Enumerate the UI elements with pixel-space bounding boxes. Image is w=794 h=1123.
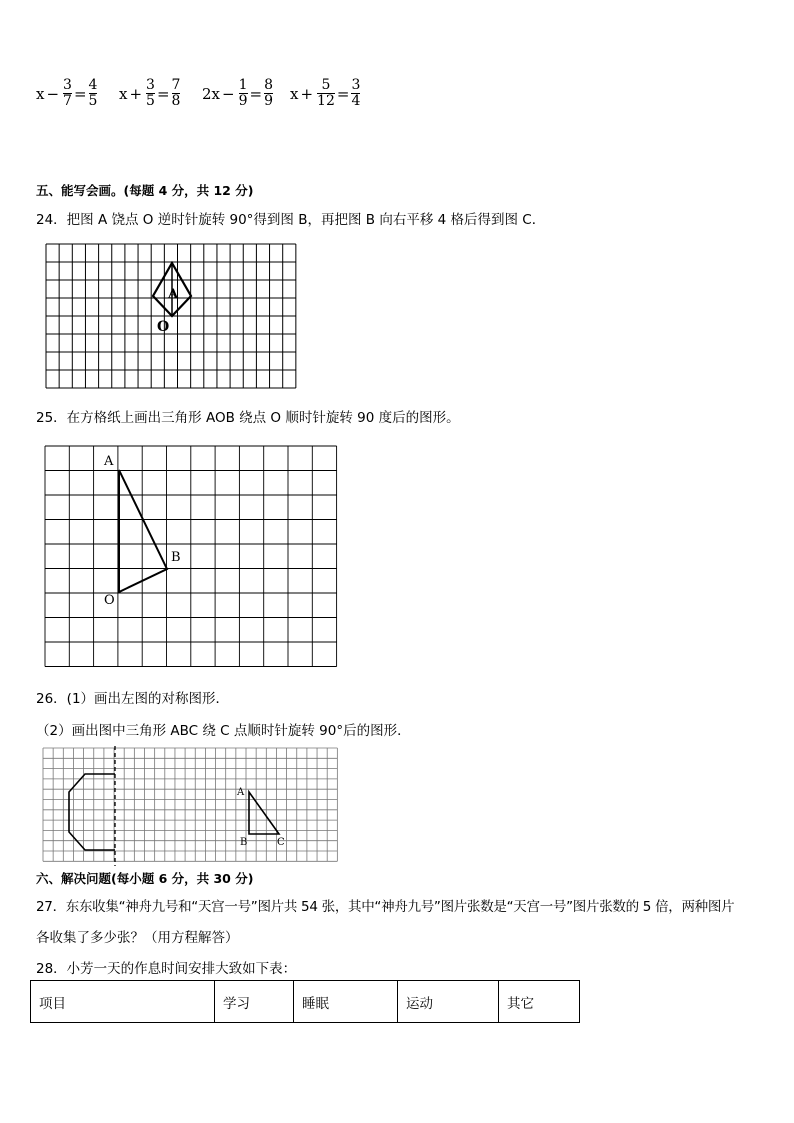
fraction — [146, 78, 155, 109]
label-a: A — [104, 454, 114, 469]
question-27-line1: 27．东东收集“神舟九号和“天宫一号”图片共 54 张，其中“神舟九号”图片张数是“天宫一号”图片张数的 5 倍，两种图片 — [36, 899, 735, 915]
eq-op: − — [46, 84, 60, 103]
table-header-cell: 项目 — [31, 981, 215, 1023]
eq-var: x — [119, 84, 128, 103]
label-o: O — [157, 319, 170, 335]
triangle-aob — [119, 470, 167, 592]
fraction — [317, 78, 335, 109]
label-a: A — [237, 787, 245, 798]
eq-op: + — [129, 84, 143, 103]
eq-var: x — [290, 84, 299, 103]
triangle-abc — [249, 792, 279, 834]
table-header-cell: 学习 — [215, 981, 294, 1023]
eq-var: 2x — [202, 84, 221, 103]
numerator: 7 — [171, 77, 181, 93]
label-b: B — [171, 550, 181, 565]
numerator: 1 — [238, 77, 248, 93]
section-6-heading: 六、解决问题(每小题 6 分，共 30 分) — [36, 871, 254, 886]
equation-4 — [290, 78, 362, 109]
schedule-table — [30, 980, 580, 1023]
table-header-cell: 其它 — [499, 981, 580, 1023]
numerator: 3 — [351, 77, 361, 93]
question-27-line2: 各收集了多少张？（用方程解答） — [36, 930, 239, 946]
half-figure — [69, 774, 115, 850]
question-26-part1: 26．(1）画出左图的对称图形． — [36, 691, 230, 707]
equation-2 — [119, 78, 182, 109]
table-header-cell: 睡眠 — [294, 981, 398, 1023]
denominator: 5 — [88, 93, 98, 109]
label-b: B — [240, 837, 248, 848]
label-a: A — [168, 287, 179, 302]
fraction — [264, 78, 273, 109]
fraction — [63, 78, 72, 109]
denominator: 7 — [63, 93, 72, 109]
numerator: 4 — [88, 77, 98, 93]
numerator: 5 — [321, 77, 331, 93]
denominator: 8 — [171, 93, 181, 109]
eq-sign: = — [336, 84, 350, 103]
grid-q25 — [43, 444, 341, 668]
section-5-heading: 五、能写会画。(每题 4 分，共 12 分) — [36, 183, 254, 198]
label-o: O — [104, 593, 115, 608]
denominator: 9 — [238, 93, 248, 109]
table-row — [31, 981, 580, 1023]
numerator: 3 — [146, 77, 155, 93]
denominator: 12 — [317, 93, 335, 109]
equation-3 — [202, 78, 275, 109]
numerator: 8 — [264, 77, 274, 93]
fraction — [89, 78, 98, 109]
table-header-cell: 运动 — [398, 981, 499, 1023]
numerator: 3 — [63, 77, 72, 93]
question-26-part2: （2）画出图中三角形 ABC 绕 C 点顺时针旋转 90°后的图形． — [36, 723, 411, 739]
question-25: 25．在方格纸上画出三角形 AOB 绕点 O 顺时针旋转 90 度后的图形。 — [36, 410, 460, 426]
question-28: 28．小芳一天的作息时间安排大致如下表： — [36, 961, 297, 977]
eq-var: x — [36, 84, 45, 103]
fraction — [351, 78, 360, 109]
eq-sign: = — [73, 84, 87, 103]
grid-q26 — [41, 746, 341, 866]
denominator: 9 — [264, 93, 274, 109]
equations-row — [36, 78, 376, 118]
eq-sign: = — [156, 84, 170, 103]
eq-op: − — [222, 84, 235, 103]
denominator: 5 — [146, 93, 155, 109]
label-c: C — [277, 837, 285, 848]
fraction — [239, 78, 248, 109]
eq-sign: = — [249, 84, 263, 103]
grid-q24 — [44, 243, 300, 389]
equation-1 — [36, 78, 99, 109]
question-24: 24．把图 A 饶点 O 逆时针旋转 90°得到图 B，再把图 B 向右平移 4 格后得到图 C． — [36, 212, 546, 228]
eq-op: + — [300, 84, 314, 103]
denominator: 4 — [351, 93, 361, 109]
fraction — [172, 78, 181, 109]
